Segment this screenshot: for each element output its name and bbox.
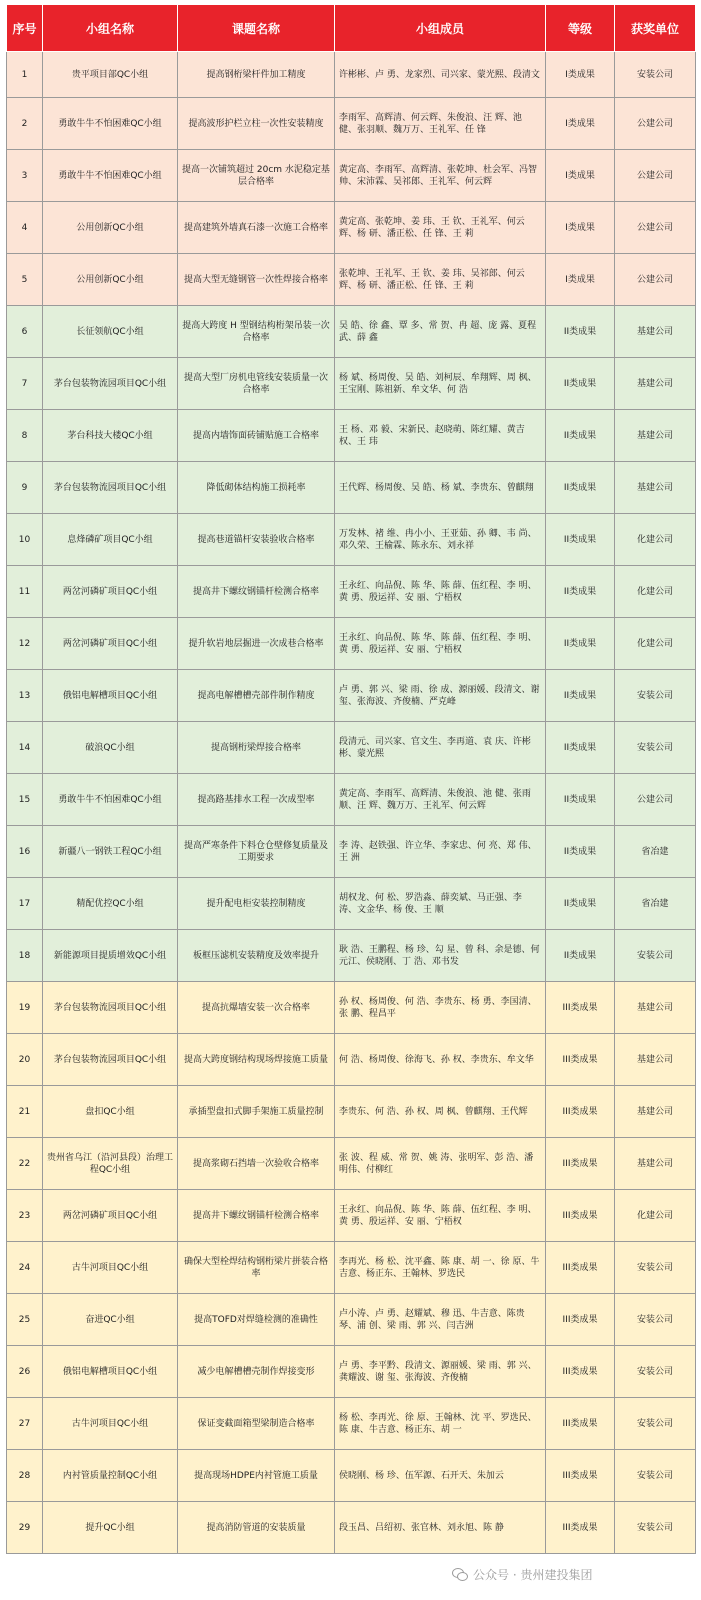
cell-level: II类成果 xyxy=(546,410,615,462)
cell-topic: 提高大跨度 H 型钢结构桁架吊装一次合格率 xyxy=(178,306,335,358)
cell-level: I类成果 xyxy=(546,150,615,202)
table-row xyxy=(7,1086,696,1138)
cell-seq: 11 xyxy=(7,566,43,618)
cell-level: III类成果 xyxy=(546,1086,615,1138)
cell-members: 王永红、向品倪、陈 华、陈 薛、伍红程、李 明、黄 勇、殷运祥、安 丽、宁梧权 xyxy=(335,1190,546,1242)
cell-level: II类成果 xyxy=(546,722,615,774)
cell-seq: 21 xyxy=(7,1086,43,1138)
table-row xyxy=(7,878,696,930)
cell-seq: 4 xyxy=(7,202,43,254)
cell-topic: 板框压滤机安装精度及效率提升 xyxy=(178,930,335,982)
cell-members: 耿 浩、王鹏程、杨 珍、勾 星、曾 科、余是德、何元江、侯晓刚、丁 浩、邓书发 xyxy=(335,930,546,982)
cell-members: 万发林、褚 维、冉小小、王亚茹、孙 卿、韦 尚、邓久荣、王榆霖、陈永东、刘永祥 xyxy=(335,514,546,566)
cell-group-name: 贵平项目部QC小组 xyxy=(43,52,178,98)
cell-group-name: 茅台包装物流园项目QC小组 xyxy=(43,1034,178,1086)
cell-topic: 提高一次铺筑超过 20cm 水泥稳定基层合格率 xyxy=(178,150,335,202)
cell-unit: 公建公司 xyxy=(615,254,696,306)
cell-unit: 安装公司 xyxy=(615,1294,696,1346)
cell-topic: 提高浆砌石挡墙一次验收合格率 xyxy=(178,1138,335,1190)
cell-topic: 确保大型栓焊结构钢桁梁片拼装合格率 xyxy=(178,1242,335,1294)
cell-seq: 19 xyxy=(7,982,43,1034)
cell-level: III类成果 xyxy=(546,1138,615,1190)
cell-unit: 省冶建 xyxy=(615,878,696,930)
table-row xyxy=(7,982,696,1034)
table-body xyxy=(7,52,696,1554)
cell-unit: 安装公司 xyxy=(615,1242,696,1294)
cell-group-name: 息烽磷矿项目QC小组 xyxy=(43,514,178,566)
cell-seq: 28 xyxy=(7,1450,43,1502)
cell-level: II类成果 xyxy=(546,670,615,722)
cell-level: II类成果 xyxy=(546,566,615,618)
cell-level: II类成果 xyxy=(546,774,615,826)
cell-level: III类成果 xyxy=(546,1346,615,1398)
cell-topic: 提高钢桁梁杆件加工精度 xyxy=(178,52,335,98)
cell-level: II类成果 xyxy=(546,462,615,514)
cell-unit: 安装公司 xyxy=(615,930,696,982)
cell-level: I类成果 xyxy=(546,202,615,254)
cell-seq: 8 xyxy=(7,410,43,462)
cell-topic: 提升软岩地层掘进一次成巷合格率 xyxy=(178,618,335,670)
table-row xyxy=(7,410,696,462)
cell-topic: 提高钢桁梁焊接合格率 xyxy=(178,722,335,774)
cell-seq: 15 xyxy=(7,774,43,826)
cell-topic: 提升配电柜安装控制精度 xyxy=(178,878,335,930)
cell-level: II类成果 xyxy=(546,826,615,878)
cell-unit: 安装公司 xyxy=(615,1450,696,1502)
cell-members: 杨 斌、杨周俊、吴 皓、刘柯辰、牟翔辉、周 枫、王宝刚、陈祖新、牟文华、何 浩 xyxy=(335,358,546,410)
table-row xyxy=(7,306,696,358)
cell-seq: 10 xyxy=(7,514,43,566)
cell-level: II类成果 xyxy=(546,930,615,982)
table-row xyxy=(7,514,696,566)
table-row xyxy=(7,150,696,202)
cell-group-name: 茅台包装物流园项目QC小组 xyxy=(43,358,178,410)
cell-group-name: 破浪QC小组 xyxy=(43,722,178,774)
table-row xyxy=(7,1398,696,1450)
cell-seq: 6 xyxy=(7,306,43,358)
cell-seq: 7 xyxy=(7,358,43,410)
table-row xyxy=(7,618,696,670)
cell-unit: 安装公司 xyxy=(615,52,696,98)
table-row xyxy=(7,1034,696,1086)
cell-seq: 26 xyxy=(7,1346,43,1398)
cell-level: I类成果 xyxy=(546,98,615,150)
cell-members: 卢小涛、卢 勇、赵耀斌、穆 迅、牛吉意、陈贵琴、浦 创、梁 雨、郭 兴、闫吉洲 xyxy=(335,1294,546,1346)
cell-level: I类成果 xyxy=(546,52,615,98)
cell-topic: 提高TOFD对焊缝检测的准确性 xyxy=(178,1294,335,1346)
cell-group-name: 奋进QC小组 xyxy=(43,1294,178,1346)
cell-members: 李贵东、何 浩、孙 权、周 枫、曾麒翔、王代辉 xyxy=(335,1086,546,1138)
table-row xyxy=(7,1294,696,1346)
cell-members: 张乾坤、王礼军、王 钦、姜 玮、吴祁郎、何云辉、杨 研、潘正松、任 锋、王 莉 xyxy=(335,254,546,306)
cell-members: 杨 松、李再光、徐 原、王翰林、沈 平、罗选民、陈 康、牛吉意、杨正东、胡 一 xyxy=(335,1398,546,1450)
cell-group-name: 公用创新QC小组 xyxy=(43,254,178,306)
cell-seq: 22 xyxy=(7,1138,43,1190)
cell-members: 王 杨、邓 毅、宋新民、赵晓萌、陈红耀、黄吉权、王 玮 xyxy=(335,410,546,462)
cell-unit: 安装公司 xyxy=(615,1502,696,1554)
cell-seq: 18 xyxy=(7,930,43,982)
cell-topic: 提高严寒条件下料仓仓壁修复质量及工期要求 xyxy=(178,826,335,878)
cell-unit: 基建公司 xyxy=(615,462,696,514)
cell-topic: 提高路基排水工程一次成型率 xyxy=(178,774,335,826)
cell-level: II类成果 xyxy=(546,514,615,566)
cell-seq: 27 xyxy=(7,1398,43,1450)
table-row xyxy=(7,826,696,878)
cell-group-name: 俄铝电解槽项目QC小组 xyxy=(43,1346,178,1398)
cell-group-name: 两岔河磷矿项目QC小组 xyxy=(43,1190,178,1242)
cell-topic: 提高巷道锚杆安装验收合格率 xyxy=(178,514,335,566)
cell-members: 李再光、杨 松、沈平鑫、陈 康、胡 一、徐 原、牛吉意、杨正东、王翰林、罗选民 xyxy=(335,1242,546,1294)
table-row xyxy=(7,1502,696,1554)
table-row xyxy=(7,1450,696,1502)
table-row xyxy=(7,52,696,98)
cell-unit: 化建公司 xyxy=(615,566,696,618)
table-row xyxy=(7,1242,696,1294)
cell-level: III类成果 xyxy=(546,1190,615,1242)
cell-level: III类成果 xyxy=(546,1034,615,1086)
table-row xyxy=(7,1346,696,1398)
wechat-icon xyxy=(452,1567,468,1581)
cell-level: III类成果 xyxy=(546,1398,615,1450)
cell-topic: 提高大跨度钢结构现场焊接施工质量 xyxy=(178,1034,335,1086)
cell-seq: 23 xyxy=(7,1190,43,1242)
cell-seq: 5 xyxy=(7,254,43,306)
cell-group-name: 勇敢牛牛不怕困难QC小组 xyxy=(43,150,178,202)
cell-topic: 提高内墙饰面砖铺贴施工合格率 xyxy=(178,410,335,462)
cell-topic: 承插型盘扣式脚手架施工质量控制 xyxy=(178,1086,335,1138)
table-row xyxy=(7,358,696,410)
cell-seq: 29 xyxy=(7,1502,43,1554)
cell-unit: 安装公司 xyxy=(615,1346,696,1398)
cell-members: 卢 勇、李平黔、段清文、源丽媛、梁 雨、郭 兴、龚耀波、谢 玺、张海波、齐俊楠 xyxy=(335,1346,546,1398)
cell-group-name: 茅台包装物流园项目QC小组 xyxy=(43,462,178,514)
cell-members: 王永红、向品倪、陈 华、陈 薛、伍红程、李 明、黄 勇、殷运祥、安 丽、宁梧权 xyxy=(335,566,546,618)
cell-group-name: 两岔河磷矿项目QC小组 xyxy=(43,618,178,670)
cell-group-name: 古牛河项目QC小组 xyxy=(43,1242,178,1294)
cell-level: III类成果 xyxy=(546,1242,615,1294)
cell-unit: 基建公司 xyxy=(615,1138,696,1190)
table-row xyxy=(7,254,696,306)
table-row xyxy=(7,722,696,774)
cell-seq: 2 xyxy=(7,98,43,150)
cell-group-name: 俄铝电解槽项目QC小组 xyxy=(43,670,178,722)
cell-unit: 省冶建 xyxy=(615,826,696,878)
cell-level: II类成果 xyxy=(546,358,615,410)
cell-members: 王代辉、杨周俊、吴 皓、杨 斌、李贵东、曾麒翔 xyxy=(335,462,546,514)
cell-topic: 降低砌体结构施工损耗率 xyxy=(178,462,335,514)
cell-topic: 提高大型厂房机电管线安装质量一次合格率 xyxy=(178,358,335,410)
cell-members: 胡权龙、何 松、罗浩淼、薛奕斌、马正强、李 涛、文金华、杨 俊、王 顺 xyxy=(335,878,546,930)
cell-seq: 12 xyxy=(7,618,43,670)
cell-topic: 保证变截面箱型梁制造合格率 xyxy=(178,1398,335,1450)
cell-group-name: 新疆八一钢铁工程QC小组 xyxy=(43,826,178,878)
cell-unit: 基建公司 xyxy=(615,358,696,410)
cell-seq: 14 xyxy=(7,722,43,774)
cell-members: 卢 勇、郭 兴、梁 雨、徐 成、源丽媛、段清文、谢 玺、张海波、齐俊楠、严克峰 xyxy=(335,670,546,722)
table-header-row xyxy=(7,5,696,52)
header-group-name: 小组名称 xyxy=(43,5,178,52)
cell-seq: 24 xyxy=(7,1242,43,1294)
cell-group-name: 茅台科技大楼QC小组 xyxy=(43,410,178,462)
cell-members: 黄定高、李雨军、高辉清、张乾坤、杜会军、冯智帅、宋沛霖、吴祁郎、王礼军、何云辉 xyxy=(335,150,546,202)
cell-level: II类成果 xyxy=(546,878,615,930)
cell-level: II类成果 xyxy=(546,306,615,358)
cell-group-name: 贵州省乌江（沿河县段）治理工程QC小组 xyxy=(43,1138,178,1190)
table-row xyxy=(7,670,696,722)
cell-unit: 公建公司 xyxy=(615,774,696,826)
cell-group-name: 盘扣QC小组 xyxy=(43,1086,178,1138)
cell-members: 李雨军、高辉清、何云辉、朱俊浪、汪 辉、池 健、张羽顺、魏万万、王礼军、任 锋 xyxy=(335,98,546,150)
cell-seq: 16 xyxy=(7,826,43,878)
cell-topic: 提高现场HDPE内衬管施工质量 xyxy=(178,1450,335,1502)
cell-members: 黄定高、张乾坤、姜 玮、王 钦、王礼军、何云辉、杨 研、潘正松、任 锋、王 莉 xyxy=(335,202,546,254)
cell-seq: 17 xyxy=(7,878,43,930)
cell-group-name: 长征领航QC小组 xyxy=(43,306,178,358)
cell-unit: 基建公司 xyxy=(615,410,696,462)
table-row xyxy=(7,98,696,150)
cell-seq: 9 xyxy=(7,462,43,514)
cell-unit: 基建公司 xyxy=(615,1034,696,1086)
cell-seq: 13 xyxy=(7,670,43,722)
cell-unit: 安装公司 xyxy=(615,1398,696,1450)
cell-group-name: 提升QC小组 xyxy=(43,1502,178,1554)
cell-members: 段清元、司兴家、官文生、李再道、袁 庆、许彬彬、蒙光熙 xyxy=(335,722,546,774)
table-row xyxy=(7,1190,696,1242)
cell-topic: 提高建筑外墙真石漆一次施工合格率 xyxy=(178,202,335,254)
cell-seq: 20 xyxy=(7,1034,43,1086)
header-seq: 序号 xyxy=(7,5,43,52)
cell-unit: 公建公司 xyxy=(615,150,696,202)
cell-topic: 提高抗爆墙安装一次合格率 xyxy=(178,982,335,1034)
cell-members: 吴 皓、徐 鑫、覃 多、常 贺、冉 超、庞 露、夏程武、薛 鑫 xyxy=(335,306,546,358)
table-row xyxy=(7,1138,696,1190)
cell-unit: 安装公司 xyxy=(615,722,696,774)
cell-unit: 化建公司 xyxy=(615,618,696,670)
cell-members: 王永红、向品倪、陈 华、陈 薛、伍红程、李 明、黄 勇、殷运祥、安 丽、宁梧权 xyxy=(335,618,546,670)
table-row xyxy=(7,462,696,514)
cell-group-name: 新能源项目提质增效QC小组 xyxy=(43,930,178,982)
cell-members: 侯晓刚、杨 珍、伍军源、石开天、朱加云 xyxy=(335,1450,546,1502)
cell-topic: 提高井下螺纹钢锚杆检测合格率 xyxy=(178,566,335,618)
cell-members: 黄定高、李雨军、高辉清、朱俊浪、池 健、张雨顺、汪 辉、魏万万、王礼军、何云辉 xyxy=(335,774,546,826)
cell-group-name: 公用创新QC小组 xyxy=(43,202,178,254)
cell-level: III类成果 xyxy=(546,1450,615,1502)
cell-members: 何 浩、杨周俊、徐海飞、孙 权、李贵东、牟文华 xyxy=(335,1034,546,1086)
cell-topic: 提高井下螺纹钢锚杆检测合格率 xyxy=(178,1190,335,1242)
cell-unit: 公建公司 xyxy=(615,202,696,254)
cell-topic: 提高大型无缝钢管一次性焊接合格率 xyxy=(178,254,335,306)
cell-unit: 化建公司 xyxy=(615,1190,696,1242)
table-row xyxy=(7,774,696,826)
table-row xyxy=(7,202,696,254)
header-level: 等级 xyxy=(546,5,615,52)
cell-level: II类成果 xyxy=(546,618,615,670)
cell-group-name: 古牛河项目QC小组 xyxy=(43,1398,178,1450)
cell-unit: 基建公司 xyxy=(615,982,696,1034)
cell-unit: 公建公司 xyxy=(615,98,696,150)
cell-seq: 25 xyxy=(7,1294,43,1346)
cell-level: III类成果 xyxy=(546,1294,615,1346)
cell-members: 张 波、程 威、常 贺、姚 涛、张明军、彭 浩、潘明伟、付柳红 xyxy=(335,1138,546,1190)
cell-members: 李 涛、赵铁强、许立华、李家忠、何 亮、郑 伟、王 洲 xyxy=(335,826,546,878)
qc-award-table xyxy=(6,4,696,1554)
header-unit: 获奖单位 xyxy=(615,5,696,52)
cell-unit: 基建公司 xyxy=(615,1086,696,1138)
cell-seq: 1 xyxy=(7,52,43,98)
cell-unit: 安装公司 xyxy=(615,670,696,722)
cell-members: 许彬彬、卢 勇、龙家烈、司兴家、蒙光熙、段清文 xyxy=(335,52,546,98)
cell-level: III类成果 xyxy=(546,982,615,1034)
cell-group-name: 勇敢牛牛不怕困难QC小组 xyxy=(43,98,178,150)
cell-group-name: 精配优控QC小组 xyxy=(43,878,178,930)
table-row xyxy=(7,930,696,982)
cell-members: 段玉昌、吕绍初、张官林、刘永旭、陈 静 xyxy=(335,1502,546,1554)
cell-group-name: 内衬管质量控制QC小组 xyxy=(43,1450,178,1502)
table-row xyxy=(7,566,696,618)
watermark-text: 公众号 · 贵州建投集团 xyxy=(473,1567,593,1582)
cell-topic: 提高波形护栏立柱一次性安装精度 xyxy=(178,98,335,150)
cell-group-name: 勇敢牛牛不怕困难QC小组 xyxy=(43,774,178,826)
cell-unit: 化建公司 xyxy=(615,514,696,566)
award-table-container xyxy=(6,4,695,1554)
cell-group-name: 茅台包装物流园项目QC小组 xyxy=(43,982,178,1034)
cell-group-name: 两岔河磷矿项目QC小组 xyxy=(43,566,178,618)
cell-level: III类成果 xyxy=(546,1502,615,1554)
cell-topic: 提高消防管道的安装质量 xyxy=(178,1502,335,1554)
cell-members: 孙 权、杨周俊、何 浩、李贵东、杨 勇、李国清、张 鹏、程昌平 xyxy=(335,982,546,1034)
cell-topic: 提高电解槽槽壳部件制作精度 xyxy=(178,670,335,722)
cell-seq: 3 xyxy=(7,150,43,202)
header-topic: 课题名称 xyxy=(178,5,335,52)
cell-level: I类成果 xyxy=(546,254,615,306)
cell-topic: 减少电解槽槽壳制作焊接变形 xyxy=(178,1346,335,1398)
watermark xyxy=(452,1563,592,1585)
header-members: 小组成员 xyxy=(335,5,546,52)
cell-unit: 基建公司 xyxy=(615,306,696,358)
